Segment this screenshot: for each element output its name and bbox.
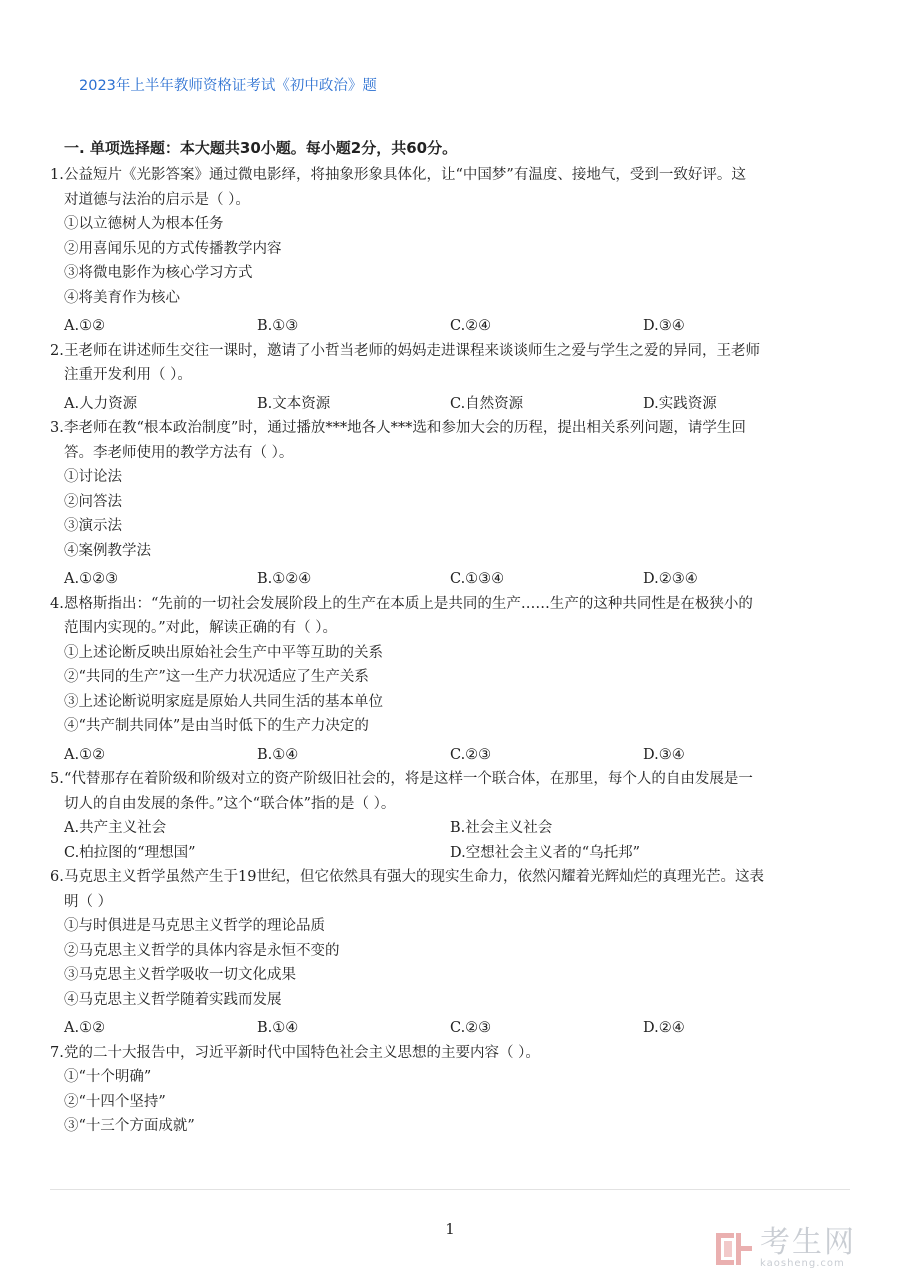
question-list: [50, 163, 840, 1139]
statement-item: ②“共同的生产”这一生产力状况适应了生产关系: [64, 669, 369, 685]
question-stem-text: 答。李老师使用的教学方法有（ ）。: [64, 444, 294, 461]
question-stem-line: [50, 767, 840, 792]
question-stem-line: [50, 441, 840, 466]
question-1: [50, 163, 840, 339]
question-stem-text: 李老师在教“根本政治制度”时，通过播放***地各人***选和参加大会的历程，提出相关系列问题，请学生回: [64, 420, 746, 436]
page-number: 1: [445, 1220, 455, 1238]
statement-item: ②用喜闻乐见的方式传播教学内容: [64, 240, 282, 257]
answer-option: C.自然资源: [450, 395, 524, 412]
question-5: [50, 767, 840, 865]
statement-item: ③将微电影作为核心学习方式: [64, 265, 253, 281]
answer-option: D.②③④: [643, 571, 698, 587]
page-title: 2023年上半年教师资格证考试《初中政治》题: [79, 78, 377, 94]
answer-option: B.①②④: [257, 571, 312, 587]
answer-option: A.①②: [64, 746, 106, 763]
answer-option: D.③④: [643, 318, 685, 334]
statement-item: ④将美育作为核心: [64, 289, 180, 306]
answer-option: A.①②③: [64, 571, 119, 587]
answer-option: C.柏拉图的“理想国”: [64, 844, 196, 861]
question-stem-text: “代替那存在着阶级和阶级对立的资产阶级旧社会的，将是这样一个联合体，在那里，每个人的自由发展是一: [64, 771, 753, 787]
statement-item: ④案例教学法: [64, 542, 151, 559]
question-number: 5.: [50, 771, 64, 787]
question-stem-line: [50, 339, 840, 364]
answer-options: [50, 816, 840, 865]
kaosheng-logo: [714, 1225, 856, 1269]
statement-item: ③马克思主义哲学吸收一切文化成果: [64, 967, 296, 983]
statement-item: ①与时俱进是马克思主义哲学的理论品质: [64, 918, 325, 934]
answer-options: [50, 1016, 840, 1041]
answer-option: D.③④: [643, 746, 685, 763]
answer-option: B.①③: [257, 318, 299, 334]
statement-item: ④“共产制共同体”是由当时低下的生产力决定的: [64, 718, 369, 734]
answer-option: A.①②: [64, 318, 106, 334]
statement-item: ③上述论断说明家庭是原始人共同生活的基本单位: [64, 693, 383, 710]
statement-item: ①讨论法: [64, 469, 122, 485]
question-stem-text: 马克思主义哲学虽然产生于19世纪，但它依然具有强大的现实生命力，依然闪耀着光辉灿烂的真理光芒。这表: [64, 869, 764, 885]
answer-options: [50, 743, 840, 768]
question-7: [50, 1041, 840, 1139]
logo-subtext: kaosheng.com: [760, 1258, 845, 1269]
statement-item: ③演示法: [64, 518, 122, 534]
answer-option: C.②③: [450, 746, 492, 763]
question-stem-line: [50, 188, 840, 213]
section-heading: 一. 单项选择题：本大题共30小题。每小题2分，共60分。: [64, 139, 458, 157]
answer-option: C.②④: [450, 318, 492, 334]
logo-mark-icon: [714, 1231, 754, 1267]
question-number: 2.: [50, 342, 64, 359]
answer-option: C.②③: [450, 1020, 492, 1036]
answer-option: A.①②: [64, 1020, 106, 1036]
question-stem-line: [50, 363, 840, 388]
question-4: [50, 592, 840, 768]
statement-item: ①“十个明确”: [64, 1069, 152, 1085]
question-stem-line: [50, 1041, 840, 1066]
answer-option: B.①④: [257, 746, 299, 763]
answer-options: [50, 567, 840, 592]
question-number: 7.: [50, 1044, 64, 1061]
question-stem-text: 对道德与法治的启示是（ ）。: [64, 191, 250, 208]
question-2: [50, 339, 840, 417]
statement-item: ②问答法: [64, 493, 122, 510]
question-stem-line: [50, 163, 840, 188]
statement-item: ②“十四个坚持”: [64, 1093, 166, 1110]
answer-option: A.人力资源: [64, 395, 138, 412]
answer-options: [50, 314, 840, 339]
question-stem-line: [50, 792, 840, 817]
statement-item: ①以立德树人为根本任务: [64, 216, 224, 232]
logo-text: 考生网: [760, 1225, 856, 1260]
question-number: 3.: [50, 420, 64, 436]
question-stem-line: [50, 865, 840, 890]
question-number: 4.: [50, 595, 64, 612]
question-number: 1.: [50, 167, 64, 183]
answer-option: C.①③④: [450, 571, 505, 587]
answer-option: A.共产主义社会: [64, 820, 167, 836]
question-stem-text: 王老师在讲述师生交往一课时，邀请了小哲当老师的妈妈走进课程来谈谈师生之爱与学生之爱的异同，王老师: [64, 342, 760, 359]
answer-option: B.文本资源: [257, 395, 331, 412]
question-stem-text: 恩格斯指出：“先前的一切社会发展阶段上的生产在本质上是共同的生产……生产的这种共同性是在极狭小的: [64, 595, 753, 612]
statement-item: ①上述论断反映出原始社会生产中平等互助的关系: [64, 644, 383, 661]
question-stem-text: 切人的自由发展的条件。”这个“联合体”指的是（ ）。: [64, 795, 396, 812]
question-stem-text: 党的二十大报告中，习近平新时代中国特色社会主义思想的主要内容（ ）。: [64, 1044, 540, 1061]
question-stem-line: [50, 592, 840, 617]
question-stem-text: 明（ ）: [64, 893, 113, 910]
question-number: 6.: [50, 869, 64, 885]
answer-option: D.实践资源: [643, 395, 717, 412]
question-stem-line: [50, 616, 840, 641]
answer-option: B.①④: [257, 1020, 299, 1036]
statement-item: ②马克思主义哲学的具体内容是永恒不变的: [64, 942, 340, 959]
answer-option: D.空想社会主义者的“乌托邦”: [450, 844, 641, 861]
footer-divider: [50, 1189, 850, 1190]
answer-option: B.社会主义社会: [450, 820, 553, 836]
answer-option: D.②④: [643, 1020, 685, 1036]
question-stem-text: 公益短片《光影答案》通过微电影绎，将抽象形象具体化，让“中国梦”有温度、接地气，受到一致好评。这: [64, 167, 746, 183]
question-stem-line: [50, 890, 840, 915]
question-stem-text: 注重开发利用（ ）。: [64, 367, 192, 383]
question-stem-text: 范围内实现的。”对此，解读正确的有（ ）。: [64, 620, 338, 636]
answer-options: [50, 392, 840, 417]
question-6: [50, 865, 840, 1041]
statement-item: ③“十三个方面成就”: [64, 1118, 195, 1134]
statement-item: ④马克思主义哲学随着实践而发展: [64, 991, 282, 1008]
question-3: [50, 416, 840, 592]
question-stem-line: [50, 416, 840, 441]
